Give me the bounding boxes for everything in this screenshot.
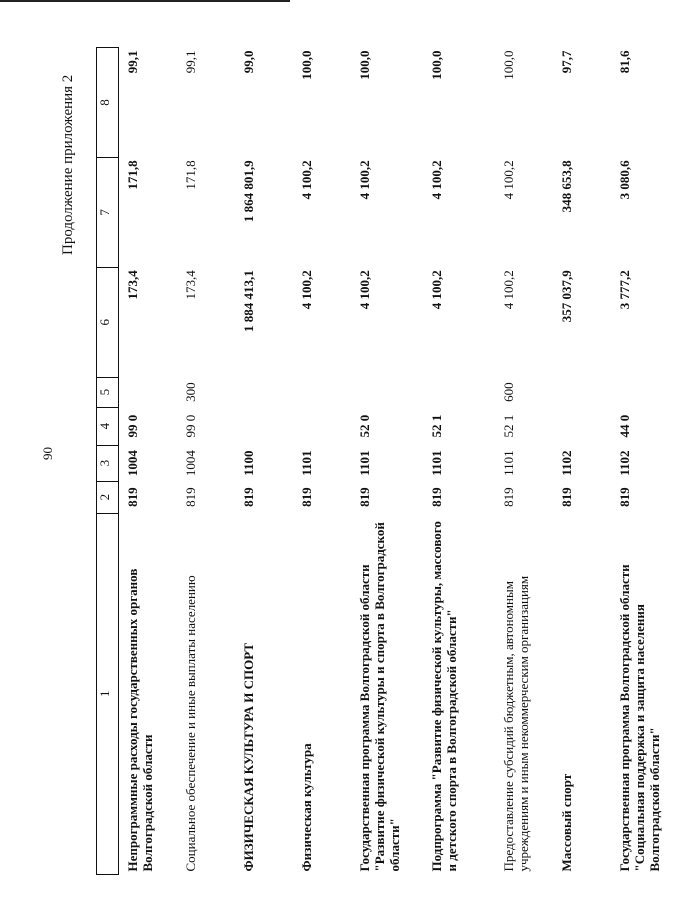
header-cell: 7: [97, 157, 119, 267]
cell-planned: 4 100,2: [428, 270, 444, 310]
row-name: Подпрограмма "Развитие физической культуры, массового и детского спорта в Волгоградской области": [428, 521, 459, 872]
table-row: [351, 48, 423, 875]
table-row: [235, 48, 293, 875]
header-cell: 5: [97, 377, 119, 407]
cell-actual: 171,8: [125, 160, 140, 190]
header-cell: 6: [97, 267, 119, 377]
cell-percent: 99,1: [182, 50, 198, 74]
cell-section: 1004: [182, 450, 198, 477]
cell-section: 1101: [500, 450, 516, 476]
cell-section: 1102: [616, 450, 632, 476]
cell-planned: 357 037,9: [558, 270, 574, 323]
cell-target: 99 0: [125, 414, 140, 438]
cell-admin: 819: [428, 487, 444, 507]
cell-planned: 173,4: [125, 270, 140, 300]
cell-target: [293, 407, 351, 445]
header-cell: 1: [97, 513, 119, 874]
cell-section: 1004: [125, 450, 140, 477]
cell-admin: 819: [616, 487, 632, 507]
table-row: [553, 48, 611, 875]
cell-admin: 819: [558, 487, 574, 507]
cell-actual: 4 100,2: [298, 160, 314, 200]
cell-type: [611, 377, 683, 407]
cell-percent: 100,0: [500, 50, 516, 80]
cell-type: 600: [500, 382, 516, 402]
row-name: Государственная программа Волгоградской области "Социальная поддержка и защита населения Волгоградской области": [616, 564, 662, 872]
cell-section: 1102: [558, 450, 574, 476]
header-cell: 2: [97, 481, 119, 513]
row-name: Предоставление субсидий бюджетным, автономным учреждениям и иным некоммерческим организациям: [500, 575, 531, 872]
cell-target: 52 1: [500, 414, 516, 438]
cell-percent: 99,0: [240, 50, 256, 74]
cell-percent: 99,1: [125, 50, 140, 74]
table-row: [119, 48, 177, 875]
row-name: Государственная программа Волгоградской области "Развитие физической культуры и спорта в Волгоградской области": [356, 522, 402, 872]
cell-percent: 100,0: [428, 50, 444, 80]
cell-section: 1101: [356, 450, 372, 476]
cell-planned: 3 777,2: [616, 270, 632, 310]
cell-percent: 100,0: [298, 50, 314, 80]
cell-actual: 171,8: [182, 160, 198, 190]
cell-type: [423, 377, 495, 407]
cell-percent: 97,7: [558, 50, 574, 74]
cell-section: 1101: [298, 450, 314, 476]
cell-actual: 1 864 801,9: [240, 160, 256, 223]
cell-admin: 819: [500, 487, 516, 507]
cell-admin: 819: [125, 487, 140, 507]
cell-actual: 348 653,8: [558, 160, 574, 213]
cell-planned: 4 100,2: [298, 270, 314, 310]
header-cell: 8: [97, 48, 119, 158]
table-row: [495, 48, 553, 875]
cell-type: [293, 377, 351, 407]
cell-type: 300: [182, 382, 198, 402]
cell-planned: 4 100,2: [356, 270, 372, 310]
table-row: [611, 48, 683, 875]
table-row: [423, 48, 495, 875]
header-cell: 3: [97, 445, 119, 481]
row-name: Физическая культура: [298, 743, 314, 872]
cell-type: [351, 377, 423, 407]
cell-target: 44 0: [616, 414, 632, 438]
cell-actual: 3 080,6: [616, 160, 632, 200]
table-row: [177, 48, 235, 875]
cell-planned: 4 100,2: [500, 270, 516, 310]
cell-type: [119, 377, 177, 407]
cell-type: [553, 377, 611, 407]
cell-percent: 100,0: [356, 50, 372, 80]
cell-admin: 819: [182, 487, 198, 507]
cell-planned: 173,4: [182, 270, 198, 300]
row-name: ФИЗИЧЕСКАЯ КУЛЬТУРА И СПОРТ: [240, 643, 256, 872]
page-number: 90: [40, 447, 55, 460]
cell-target: 99 0: [182, 414, 198, 438]
cell-type: [235, 377, 293, 407]
row-name: Массовый спорт: [558, 773, 574, 872]
cell-section: 1101: [428, 450, 444, 476]
budget-table: [96, 47, 683, 875]
cell-actual: 4 100,2: [428, 160, 444, 200]
cell-target: [553, 407, 611, 445]
cell-target: 52 1: [428, 414, 444, 438]
table-row: [293, 48, 351, 875]
cell-admin: 819: [240, 487, 256, 507]
cell-target: [235, 407, 293, 445]
cell-actual: 4 100,2: [356, 160, 372, 200]
continuation-note: Продолжение приложения 2: [60, 74, 76, 255]
cell-section: 1100: [240, 450, 256, 476]
cell-actual: 4 100,2: [500, 160, 516, 200]
cell-admin: 819: [356, 487, 372, 507]
row-name: Социальное обеспечение и иные выплаты населению: [182, 575, 198, 872]
cell-admin: 819: [298, 487, 314, 507]
header-cell: 4: [97, 407, 119, 445]
cell-percent: 81,6: [616, 50, 632, 74]
cell-target: 52 0: [356, 414, 372, 438]
header-row: [97, 48, 119, 875]
cell-planned: 1 884 413,1: [240, 270, 256, 333]
row-name: Непрограммные расходы государственных органов Волгоградской области: [125, 568, 155, 872]
